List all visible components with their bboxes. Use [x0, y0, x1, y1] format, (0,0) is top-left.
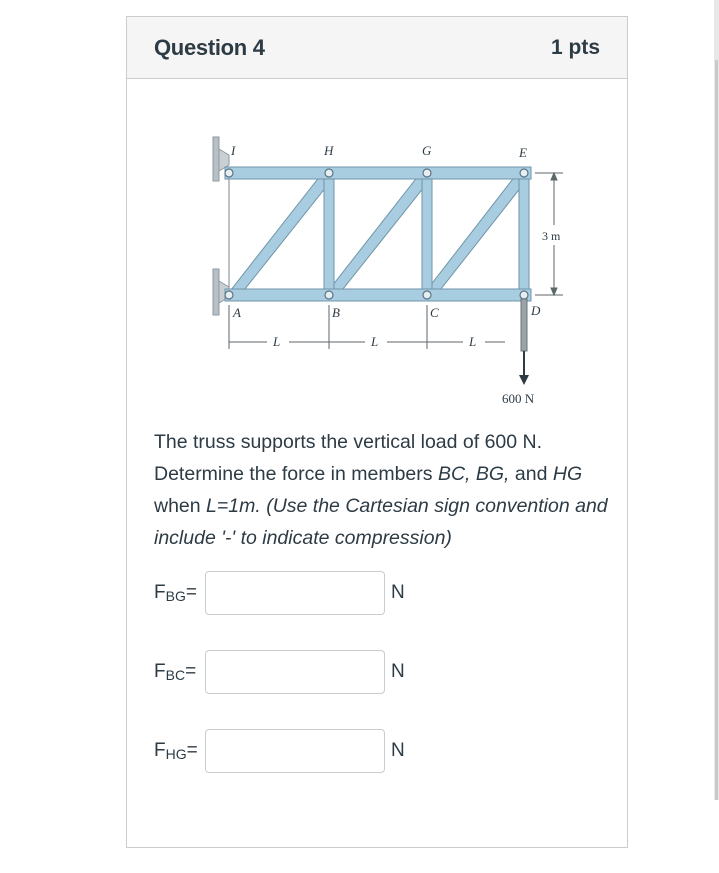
label-H: H [324, 143, 334, 158]
question-title: Question 4 [154, 34, 265, 60]
answer-row-fbc [154, 648, 405, 696]
label-G: G [422, 143, 432, 158]
answer-unit-fbc: N [391, 661, 405, 682]
question-points: 1 pts [550, 35, 600, 59]
answer-label-fhg: $F_{HG}=$ [154, 740, 198, 762]
label-I: I [231, 143, 236, 158]
label-E: E [519, 145, 527, 160]
member-AH [227, 171, 334, 299]
member-CE [423, 171, 529, 299]
member-HB [324, 171, 334, 299]
member-bottom-chord [225, 289, 531, 301]
pin-E [520, 169, 528, 177]
member-GC [422, 171, 432, 299]
label-D: D [531, 303, 541, 318]
pin-H [325, 169, 333, 177]
load-label: 600 N [502, 391, 535, 406]
answer-label-fbc: $F_{BC}=$ [154, 661, 197, 683]
answer-unit-fhg: N [391, 740, 405, 761]
pin-I [225, 169, 233, 177]
answer-row-fbg [154, 569, 405, 617]
answer-input-fbc[interactable] [205, 650, 385, 694]
answer-row-fhg [154, 727, 405, 775]
height-label: 3 m [542, 229, 561, 243]
answer-label-fbg: $F_{BG}=$ [154, 582, 197, 604]
prompt-line-1: The truss supports the vertical load of 600 N. [154, 431, 543, 453]
member-top-chord [225, 167, 531, 179]
answer-input-fbg[interactable] [205, 571, 385, 615]
question-header [127, 17, 627, 79]
answer-input-fhg[interactable] [205, 729, 385, 773]
pin-A [225, 291, 233, 299]
prompt-line-4: include '-' to indicate compression) [154, 527, 452, 549]
span-dimensions [229, 305, 505, 349]
pin-D [520, 291, 528, 299]
pin-B [325, 291, 333, 299]
load-arrow [519, 299, 529, 385]
question-card [126, 16, 628, 848]
span-label-3: L [469, 334, 477, 349]
span-label-1: L [273, 334, 281, 349]
prompt-line-2: Determine the force in members BC, BG, and HG [154, 463, 583, 485]
pin-G [423, 169, 431, 177]
pin-C [423, 291, 431, 299]
answer-unit-fbg: N [391, 582, 405, 603]
label-B: B [332, 305, 340, 320]
truss-figure [205, 127, 575, 417]
member-ED [519, 171, 529, 299]
member-BG [325, 171, 432, 299]
prompt-line-3: when L=1m. (Use the Cartesian sign convention and [154, 495, 608, 517]
page-scrollbar[interactable] [714, 0, 719, 800]
span-label-2: L [371, 334, 379, 349]
label-C: C [430, 305, 439, 320]
truss-diagram [205, 127, 575, 417]
label-A: A [233, 305, 241, 320]
question-prompt [154, 426, 614, 554]
scrollbar-thumb[interactable] [715, 60, 718, 800]
